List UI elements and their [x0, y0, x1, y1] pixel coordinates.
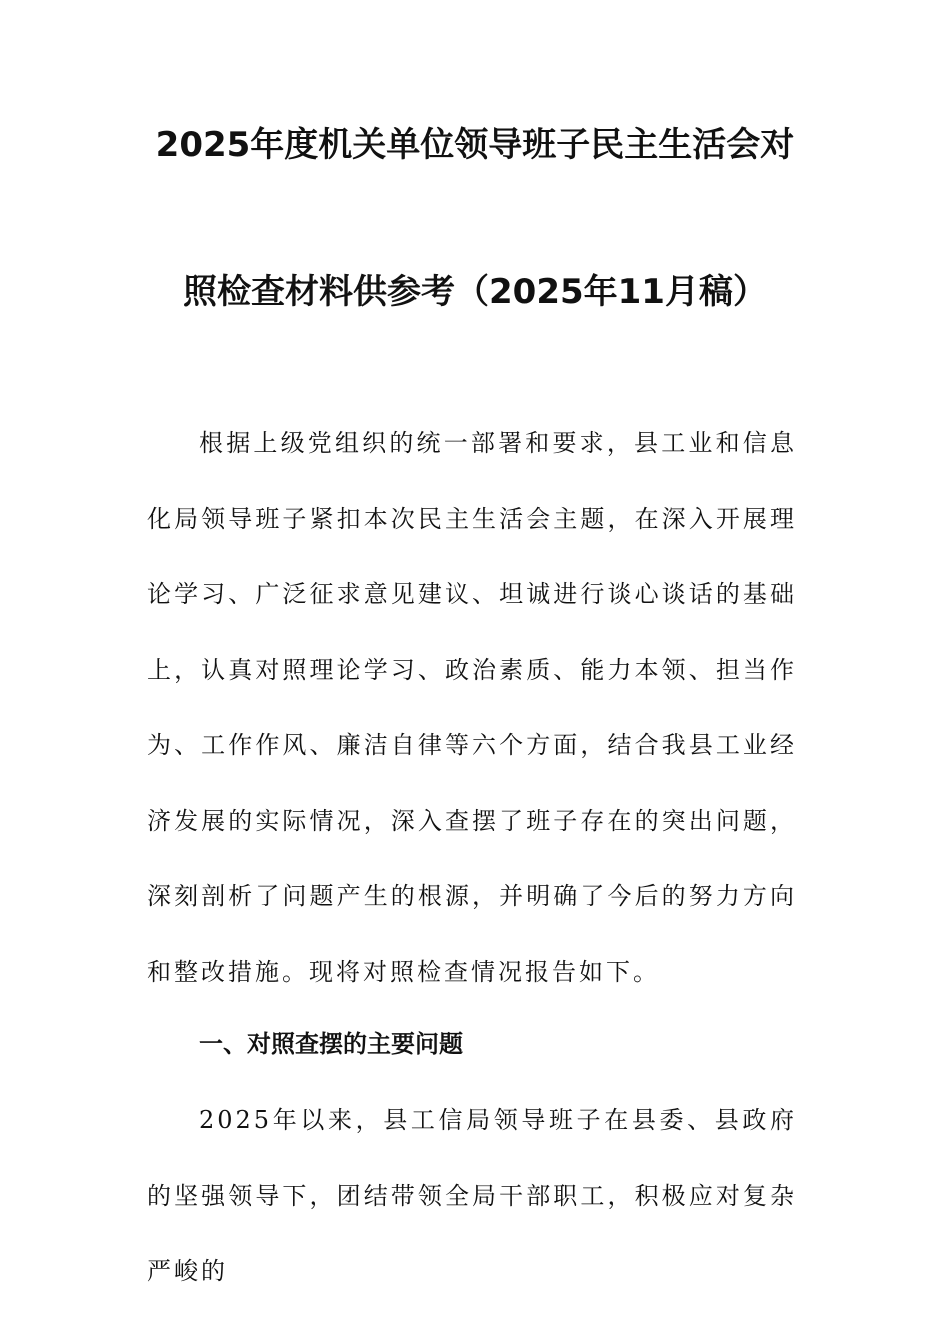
- document-title-line-2: 照检查材料供参考（2025年11月稿）: [183, 272, 767, 312]
- document-title-line-1: 2025年度机关单位领导班子民主生活会对: [155, 125, 795, 165]
- section-heading: 一、对照查摆的主要问题: [199, 1030, 463, 1058]
- paragraph-intro: 根据上级党组织的统一部署和要求，县工业和信息化局领导班子紧扣本次民主生活会主题，在深入开展理论学习、广泛征求意见建议、坦诚进行谈心谈话的基础上，认真对照理论学习、政治素质、能力本领、担当作为、工作作风、廉洁自律等六个方面，结合我县工业经济发展的实际情况，深入查摆了班子存在的突出问题，深刻剖析了问题产生的根源，并明确了今后的努力方向和整改措施。现将对照检查情况报告如下。: [147, 429, 797, 986]
- paragraph-section-1: 2025年以来，县工信局领导班子在县委、县政府的坚强领导下，团结带领全局干部职工，积极应对复杂严峻的: [147, 1106, 797, 1285]
